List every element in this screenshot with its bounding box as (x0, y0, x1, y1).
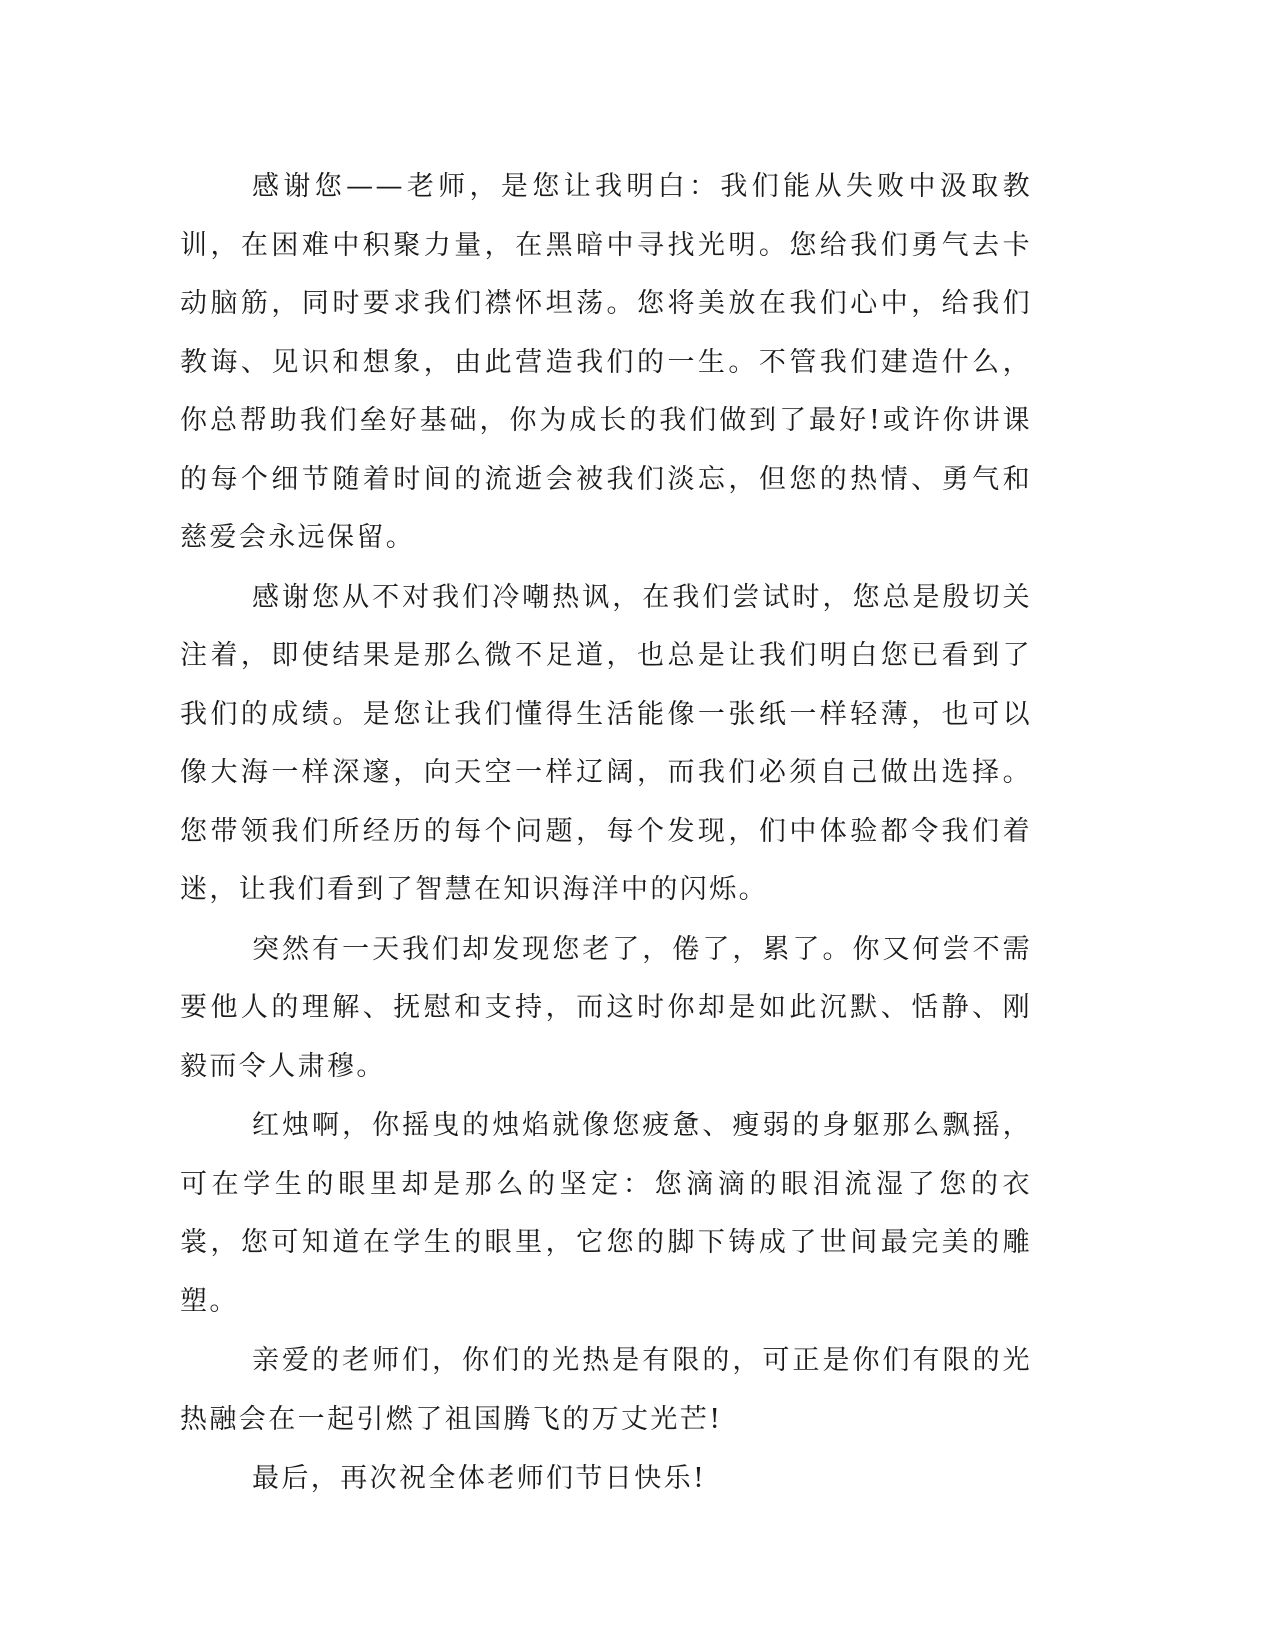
document-body (180, 158, 1032, 1509)
paragraph-6: 最后，再次祝全体老师们节日快乐! (252, 1463, 707, 1494)
paragraph-2: 感谢您从不对我们冷嘲热讽，在我们尝试时，您总是殷切关注着，即使结果是那么微不足道，也总是让我们明白您已看到了我们的成绩。是您让我们懂得生活能像一张纸一样轻薄，也可以像大海一样深邃，向天空一样辽阔，而我们必须自己做出选择。您带领我们所经历的每个问题，每个发现，们中体验都令我们着迷，让我们看到了智慧在知识海洋中的闪烁。 (180, 581, 1032, 905)
paragraph-1: 感谢您——老师，是您让我明白：我们能从失败中汲取教训，在困难中积聚力量，在黑暗中寻找光明。您给我们勇气去卡动脑筋，同时要求我们襟怀坦荡。您将美放在我们心中，给我们教诲、见识和想象，由此营造我们的一生。不管我们建造什么，你总帮助我们垒好基础，你为成长的我们做到了最好!或许你讲课的每个细节随着时间的流逝会被我们淡忘，但您的热情、勇气和慈爱会永远保留。 (180, 171, 1032, 553)
paragraph-4: 红烛啊，你摇曳的烛焰就像您疲惫、瘦弱的身躯那么飘摇，可在学生的眼里却是那么的坚定：您滴滴的眼泪流湿了您的衣裳，您可知道在学生的眼里，它您的脚下铸成了世间最完美的雕塑。 (180, 1110, 1032, 1317)
paragraph-3: 突然有一天我们却发现您老了，倦了，累了。你又何尝不需要他人的理解、抚慰和支持，而这时你却是如此沉默、恬静、刚毅而令人肃穆。 (180, 933, 1032, 1082)
paragraph-5: 亲爱的老师们，你们的光热是有限的，可正是你们有限的光热融会在一起引燃了祖国腾飞的万丈光芒! (180, 1345, 1032, 1435)
